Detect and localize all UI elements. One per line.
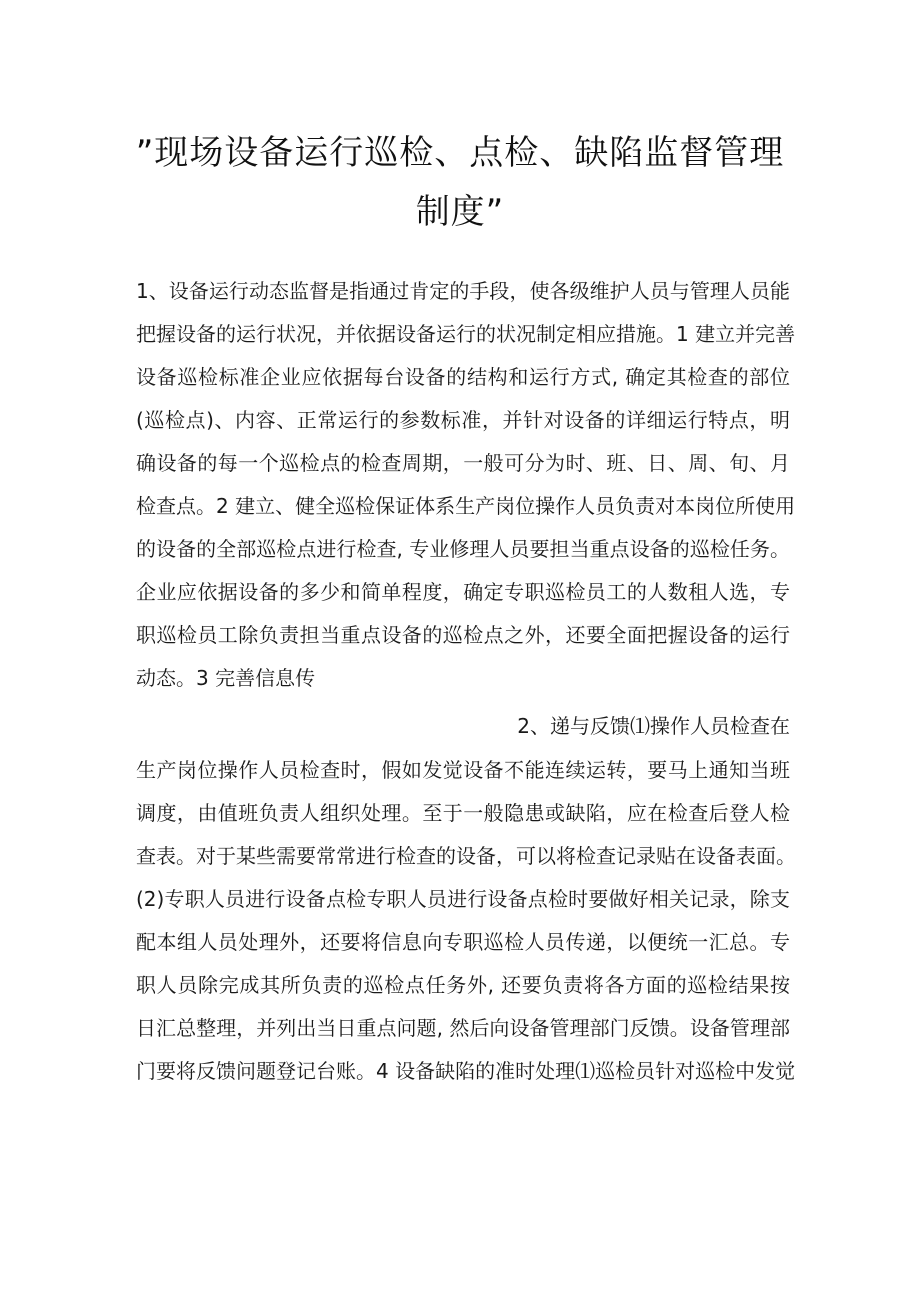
section-heading-line: 2、递与反馈⑴操作人员检查在	[517, 714, 790, 738]
paragraph-line: 检查点。2 建立、健全巡检保证体系生产岗位操作人员负责对本岗位所使用	[136, 494, 796, 518]
paragraph-line: 职人员除完成其所负责的巡检点任务外, 还要负责将各方面的巡检结果按	[136, 973, 790, 997]
paragraph-line: (巡检点)、内容、正常运行的参数标准，并针对设备的详细运行特点，明	[136, 408, 790, 432]
paragraph-line: 查表。对于某些需要常常进行检查的设备，可以将检查记录贴在设备表面。	[136, 844, 796, 868]
paragraph-line: (2)专职人员进行设备点检专职人员进行设备点检时要做好相关记录，除支	[136, 887, 790, 911]
paragraph-line: 设备巡检标准企业应依据每台设备的结构和运行方式, 确定其检查的部位	[136, 365, 790, 389]
paragraph-line: 1、设备运行动态监督是指通过肯定的手段，使各级维护人员与管理人员能	[136, 279, 790, 303]
document-title-line-2: 制度”	[415, 192, 505, 232]
paragraph-line: 门要将反馈问题登记台账。4 设备缺陷的准时处理⑴巡检员针对巡检中发觉	[136, 1059, 796, 1083]
paragraph-line: 职巡检员工除负责担当重点设备的巡检点之外，还要全面把握设备的运行	[136, 623, 790, 647]
paragraph-line: 动态。3 完善信息传	[136, 666, 316, 690]
paragraph-line: 日汇总整理，并列出当日重点问题, 然后向设备管理部门反馈。设备管理部	[136, 1016, 790, 1040]
paragraph-line: 调度，由值班负责人组织处理。至于一般隐患或缺陷，应在检查后登人检	[136, 801, 790, 825]
paragraph-line: 配本组人员处理外，还要将信息向专职巡检人员传递，以便统一汇总。专	[136, 930, 790, 954]
paragraph-line: 生产岗位操作人员检查时，假如发觉设备不能连续运转，要马上通知当班	[136, 758, 790, 782]
paragraph-line: 确设备的每一个巡检点的检查周期，一般可分为时、班、日、周、旬、月	[136, 451, 790, 475]
paragraph-line: 把握设备的运行状况，并依据设备运行的状况制定相应措施。1 建立并完善	[136, 322, 796, 346]
paragraph-line: 的设备的全部巡检点进行检查, 专业修理人员要担当重点设备的巡检任务。	[136, 537, 790, 561]
paragraph-line: 企业应依据设备的多少和简单程度，确定专职巡检员工的人数租人选，专	[136, 580, 790, 604]
document-title-line-1: ”现场设备运行巡检、点检、缺陷监督管理	[135, 133, 785, 173]
